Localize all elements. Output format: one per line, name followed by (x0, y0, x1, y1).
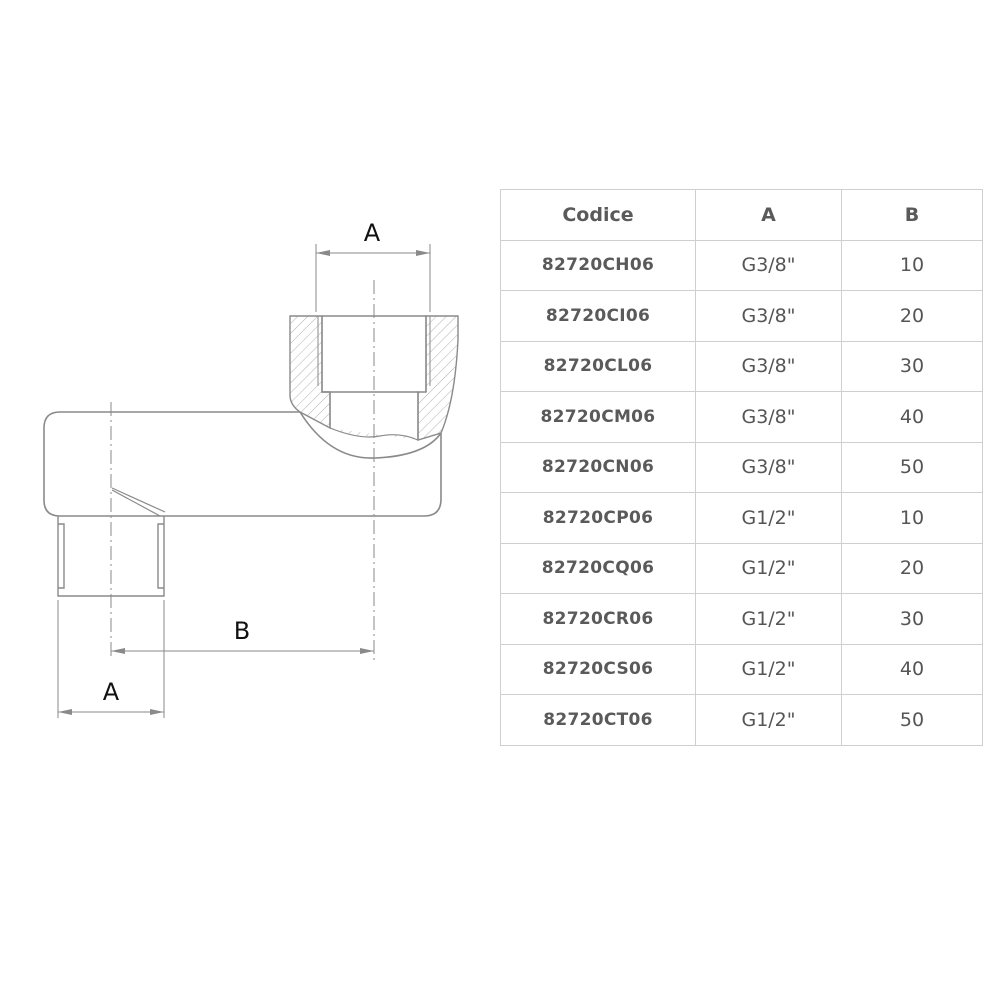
table-row (501, 695, 983, 746)
table-row (501, 442, 983, 493)
dim-label-top-a: A (363, 219, 381, 247)
header-a: A (696, 190, 842, 241)
cell-b: 40 (842, 392, 983, 443)
cell-a: G3/8" (696, 240, 842, 291)
cell-code: 82720CR06 (501, 594, 696, 645)
cell-b: 10 (842, 493, 983, 544)
table-header-row (501, 190, 983, 241)
cell-b: 30 (842, 594, 983, 645)
cell-a: G3/8" (696, 392, 842, 443)
cell-b: 30 (842, 341, 983, 392)
cell-a: G1/2" (696, 644, 842, 695)
cell-a: G1/2" (696, 493, 842, 544)
cell-code: 82720CT06 (501, 695, 696, 746)
cell-a: G3/8" (696, 442, 842, 493)
table-row (501, 493, 983, 544)
cell-b: 50 (842, 442, 983, 493)
table-row (501, 240, 983, 291)
product-code-table (500, 189, 983, 746)
fitting-internal-bore (112, 488, 165, 516)
fitting-arm-outline (44, 412, 441, 516)
cell-a: G1/2" (696, 543, 842, 594)
cell-a: G1/2" (696, 594, 842, 645)
header-codice: Codice (501, 190, 696, 241)
cell-b: 20 (842, 543, 983, 594)
cell-code: 82720CI06 (501, 291, 696, 342)
header-b: B (842, 190, 983, 241)
cell-code: 82720CH06 (501, 240, 696, 291)
table-row (501, 594, 983, 645)
cell-code: 82720CL06 (501, 341, 696, 392)
table-row (501, 644, 983, 695)
table-row (501, 291, 983, 342)
dim-label-b: B (233, 617, 251, 645)
cell-code: 82720CM06 (501, 392, 696, 443)
cell-a: G1/2" (696, 695, 842, 746)
cell-a: G3/8" (696, 341, 842, 392)
cell-b: 50 (842, 695, 983, 746)
cell-b: 10 (842, 240, 983, 291)
cell-code: 82720CP06 (501, 493, 696, 544)
cell-code: 82720CN06 (501, 442, 696, 493)
cell-code: 82720CS06 (501, 644, 696, 695)
table-row (501, 392, 983, 443)
dim-label-bottom-a: A (102, 678, 120, 706)
cell-a: G3/8" (696, 291, 842, 342)
cell-b: 40 (842, 644, 983, 695)
table-row (501, 341, 983, 392)
cell-code: 82720CQ06 (501, 543, 696, 594)
socket-right-wall-hatch (418, 316, 458, 440)
table-row (501, 543, 983, 594)
cell-b: 20 (842, 291, 983, 342)
